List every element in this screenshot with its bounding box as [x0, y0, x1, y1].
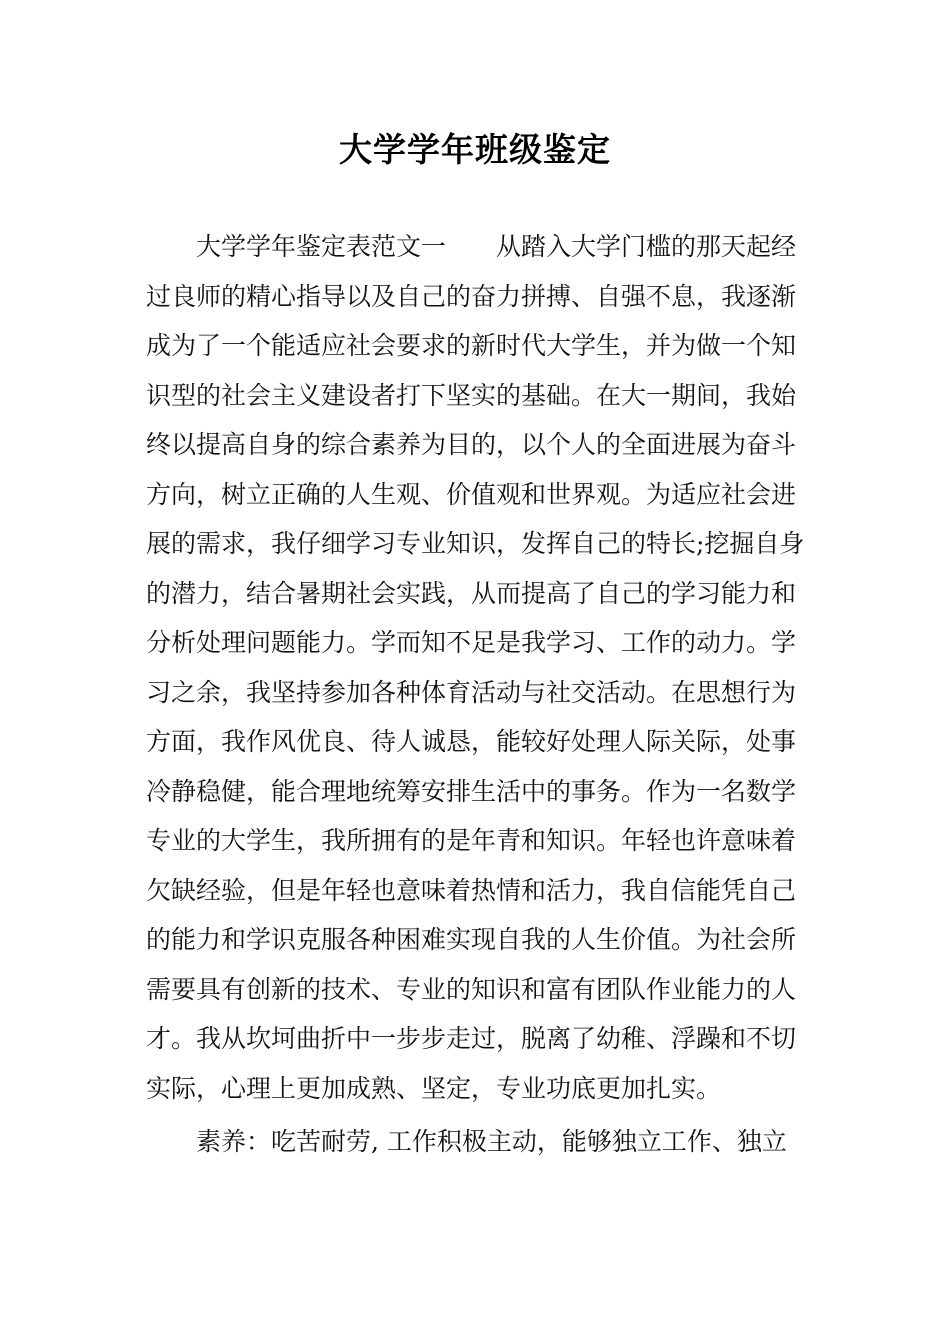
document-title: 大学学年班级鉴定	[339, 130, 611, 169]
paragraph-2: 素养：吃苦耐劳, 工作积极主动，能够独立工作、独立	[196, 1127, 787, 1156]
document-body	[146, 222, 806, 1167]
paragraph-1: 大学学年鉴定表范文一 从踏入大学门槛的那天起经过良师的精心指导以及自己的奋力拼搏、自强不息，我逐渐成为了一个能适应社会要求的新时代大学生，并为做一个知识型的社会主义建设者打下坚实的基础。在大一期间，我始终以提高自身的综合素养为目的，以个人的全面进展为奋斗方向，树立正确的人生观、价值观和世界观。为适应社会进展的需求，我仔细学习专业知识，发挥自己的特长;挖掘自身的潜力，结合暑期社会实践，从而提高了自己的学习能力和分析处理问题能力。学而知不足是我学习、工作的动力。学习之余，我坚持参加各种体育活动与社交活动。在思想行为方面，我作风优良、待人诚恳，能较好处理人际关际，处事冷静稳健，能合理地统筹安排生活中的事务。作为一名数学专业的大学生，我所拥有的是年青和知识。年轻也许意味着欠缺经验，但是年轻也意味着热情和活力，我自信能凭自己的能力和学识克服各种困难实现自我的人生价值。为社会所需要具有创新的技术、专业的知识和富有团队作业能力的人才。我从坎坷曲折中一步步走过，脱离了幼稚、浮躁和不切实际，心理上更加成熟、坚定，专业功底更加扎实。	[146, 232, 805, 1103]
